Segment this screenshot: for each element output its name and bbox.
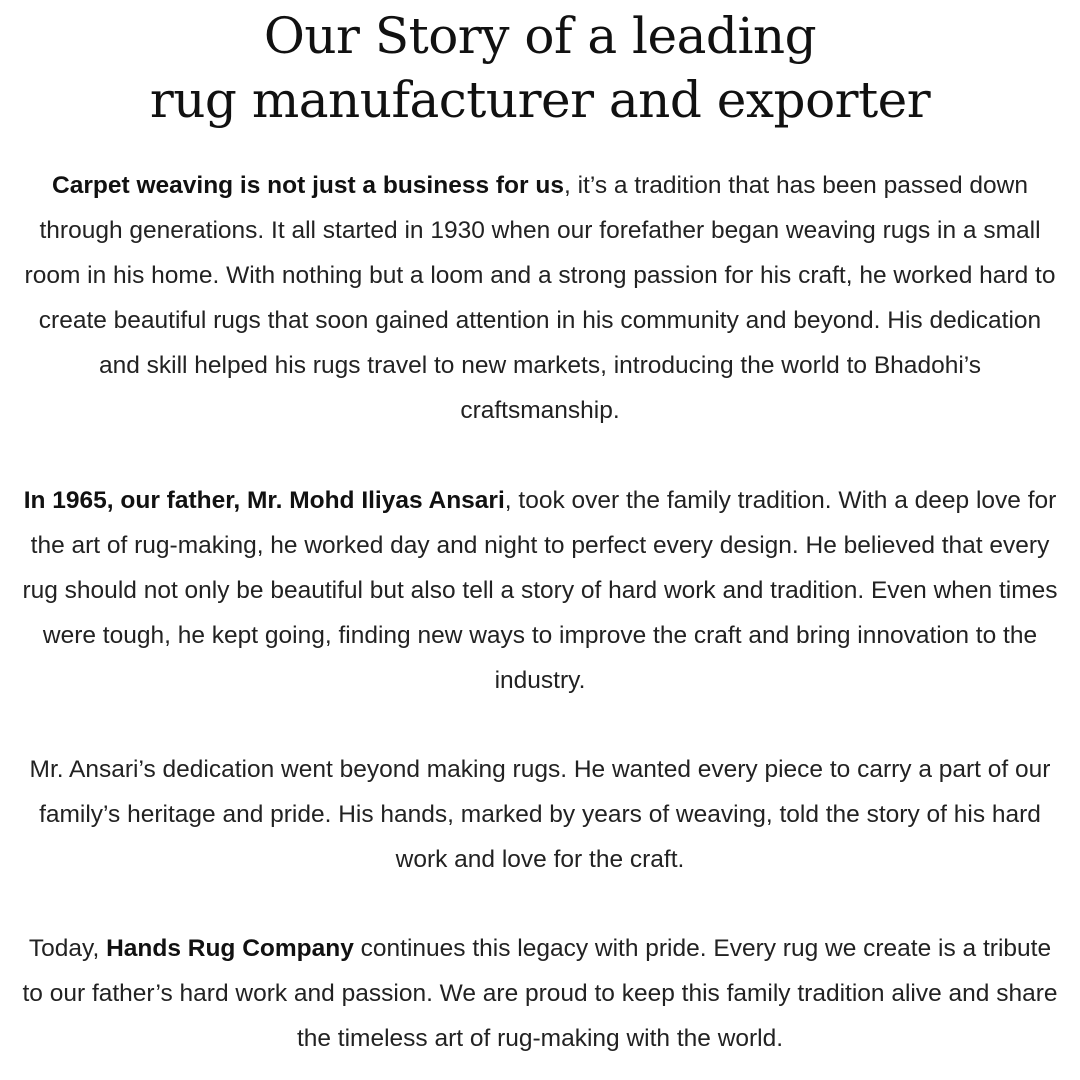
paragraph-emphasis: Carpet weaving is not just a business for us bbox=[52, 172, 564, 199]
story-paragraph-1965 bbox=[22, 478, 1058, 703]
story-paragraph-origins bbox=[22, 163, 1058, 433]
story-paragraph-today bbox=[22, 926, 1058, 1061]
company-name: Hands Rug Company bbox=[106, 935, 354, 962]
paragraph-text: Mr. Ansari’s dedication went beyond making rugs. He wanted every piece to carry a part of our family’s heritage and pride. His hands, marked by years of weaving, told the story of his hard work and love for the craft. bbox=[29, 756, 1051, 873]
story-paragraph-dedication bbox=[22, 747, 1058, 882]
page-title bbox=[0, 4, 1080, 132]
paragraph-text: , took over the family tradition. With a deep love for the art of rug-making, he worked day and night to perfect every design. He believed that every rug should not only be beautiful but also tell a story of hard work and tradition. Even when times were tough, he kept going, finding new ways to improve the craft and bring innovation to the industry. bbox=[22, 487, 1058, 694]
paragraph-text: , it’s a tradition that has been passed down through generations. It all started in 1930 when our forefather began weaving rugs in a small room in his home. With nothing but a loom and a strong passion for his craft, he worked hard to create beautiful rugs that soon gained attention in his community and beyond. His dedication and skill helped his rugs travel to new markets, introducing the world to Bhadohi’s craftsmanship. bbox=[24, 172, 1056, 424]
page-title-line-2: rug manufacturer and exporter bbox=[149, 71, 931, 129]
paragraph-text: continues this legacy with pride. Every rug we create is a tribute to our father’s hard work and passion. We are proud to keep this family tradition alive and share the timeless art of rug-making with the world. bbox=[22, 935, 1058, 1052]
paragraph-emphasis: In 1965, our father, Mr. Mohd Iliyas Ansari bbox=[23, 487, 505, 514]
paragraph-lead: Today, bbox=[28, 935, 107, 962]
page-title-line-1: Our Story of a leading bbox=[263, 7, 817, 65]
